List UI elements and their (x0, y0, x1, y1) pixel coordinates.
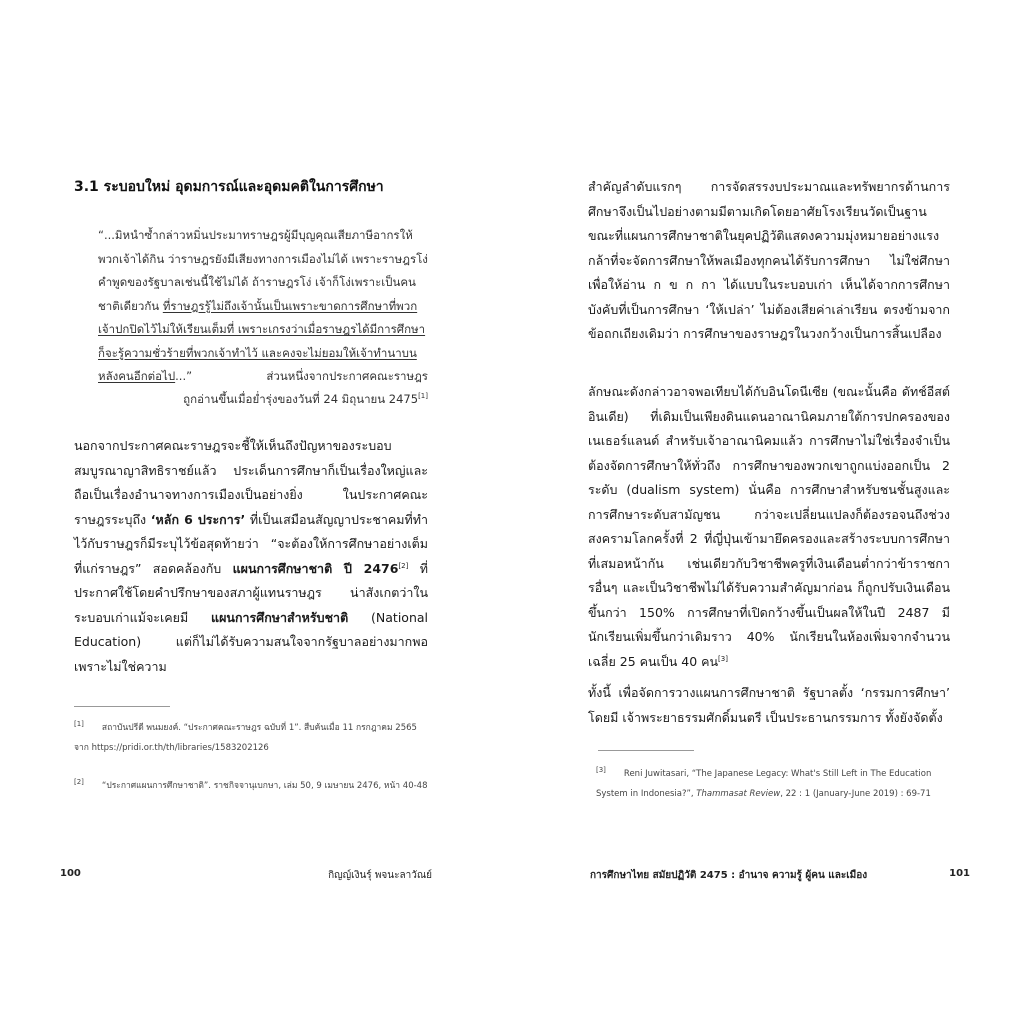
footnote-1-mark: [1] (74, 720, 84, 728)
body-bold-education-plan-2476: แผนการศึกษาชาติ ปี 2476 (232, 560, 399, 576)
footnotes-left (74, 714, 428, 810)
body-bold-six-principles: ‘หลัก 6 ประการ’ (150, 511, 246, 527)
footnote-2 (74, 772, 428, 796)
body-paragraph-right-2 (588, 380, 950, 674)
footnote-2-mark: [2] (74, 777, 84, 786)
body-paragraph-right-2-text: ลักษณะดังกล่าวอาจพอเทียบได้กับอินโดนีเซีย (ขณะนั้นคือ ดัทช์อีสต์อินเดีย) ที่เดิมเป็นเพียงดินแดนอาณานิคมภายใต้การปกครองของเนเธอร์แลนด์ สำหรับเจ้าอาณานิคมแล้ว การศึกษาไม่ใช่เรื่องจำเป็นต้องจัดการศึกษาให้ทั่วถึง การศึกษาของพวกเขาถูกแบ่งออกเป็น 2 ระดับ (dualism system) นั่นคือ การศึกษาสำหรับชนชั้นสูงและการศึกษาระดับสามัญชน กว่าจะเปลี่ยนแปลงก็ต้องรอจนถึงช่วงสงครามโลกครั้งที่ 2 ที่ญี่ปุ่นเข้ามายึดครองและสร้างระบบการศึกษาที่เสมอหน้ากัน เช่นเดียวกับวิชาชีพครูที่เงินเดือนต่ำกว่าข้าราชการอื่นๆ และเป็นวิชาชีพไม่ได้รับความสำคัญมาก่อน ก็ถูกปรับเงินเดือนขึ้นกว่า 150% การศึกษาที่เปิดกว้างขึ้นเป็นผลให้ในปี 2487 มีนักเรียนเพิ่มขึ้นกว่าเดิมราว 40% นักเรียนในห้องเพิ่มจากจำนวนเฉลี่ย 25 คนเป็น 40 คน (588, 384, 950, 669)
footnotes-right (596, 760, 951, 818)
body-paragraph-right-3: ทั้งนี้ เพื่อจัดการวางแผนการศึกษาชาติ รัฐบาลตั้ง ‘กรรมการศึกษา’ โดยมี เจ้าพระยาธรรมศักดิ์มนตรี เป็นประธานกรรมการ ทั้งยังจัดตั้ง (588, 685, 950, 725)
attribution-line-2-text: ถูกอ่านขึ้นเมื่อย่ำรุ่งของวันที่ 24 มิถุนายน 2475 (183, 392, 419, 406)
quote-text-end: ...” (175, 369, 193, 383)
footnote-ref-1[interactable]: [1] (418, 392, 428, 401)
footnote-3-text-start: Reni Juwitasari, “The Japanese Legacy: What's Still Left in The Education System in Indonesia?”, (596, 768, 932, 799)
body-paragraph-left (74, 434, 428, 679)
body-text-part-1: นอกจากประกาศคณะราษฎรจะชี้ให้เห็นถึงปัญหาของระบอบสมบูรณาญาสิทธิราชย์แล้ว ประเด็นการศึกษาก็เป็นเรื่องใหญ่และถือเป็นเรื่องอำนาจทางการเมืองเป็นอย่างยิ่ง ในประกาศคณะราษฎรระบุถึง (74, 438, 428, 527)
running-footer-book-title: การศึกษาไทย สมัยปฏิวัติ 2475 : อำนาจ ความรู้ ผู้คน และเมือง (590, 870, 868, 881)
footnote-ref-3[interactable]: [3] (718, 654, 728, 663)
body-text-part-3: ที่ประกาศใช้โดยคำปรึกษาของสภาผู้แทนราษฎร น่าสังเกตว่าในระบอบเก่าแม้จะเคยมี (74, 560, 428, 625)
footnote-3-journal: Thammasat Review (696, 788, 781, 799)
epigraph-quote (98, 224, 428, 389)
body-bold-national-education-plan: แผนการศึกษาสำหรับชาติ (211, 609, 349, 625)
footnote-1-text: สถาบันปรีดี พนมยงค์. “ประกาศคณะราษฎร ฉบับที่ 1”. สืบค้นเมื่อ 11 กรกฎาคม 2565 จาก https://pridi.or.th/th/libraries/1583202126 (74, 722, 417, 753)
attribution-line-1: ส่วนหนึ่งจากประกาศคณะราษฎร (266, 369, 428, 383)
right-page (512, 0, 1024, 1024)
footnote-1 (74, 714, 428, 758)
footnote-2-text: “ประกาศแผนการศึกษาชาติ”. ราชกิจจานุเบกษา, เล่ม 50, 9 เมษายน 2476, หน้า 40-48 (101, 780, 428, 791)
attribution-line-2 (108, 388, 428, 411)
body-text-part-2: ที่เป็นเสมือนสัญญาประชาคมที่ทำไว้กับราษฎรก็มีระบุไว้ข้อสุดท้ายว่า “จะต้องให้การศึกษาอย่างเต็มที่แก่ราษฎร” สอดคล้องกับ (74, 511, 429, 576)
footnote-ref-2[interactable]: [2] (398, 561, 409, 570)
footnote-3-text-end: , 22 : 1 (January-June 2019) : 69-71 (780, 788, 931, 799)
quote-text-start: “...มิหนำซ้ำกล่าวหมิ่นประมาทราษฎรผู้มีบุญคุณเสียภาษีอากรให้พวกเจ้าได้กิน ว่าราษฎรยังมีเสียงทางการเมืองไม่ได้ เพราะราษฎรโง่ คำพูดของรัฐบาลเช่นนี้ใช้ไม่ได้ ถ้าราษฎรโง่ เจ้าก็โง่เพราะเป็นคนชาติเดียวกัน (98, 228, 428, 313)
section-heading: 3.1 ระบอบใหม่ อุดมการณ์และอุดมคติในการศึกษา (74, 179, 384, 195)
page-number-right: 101 (949, 868, 970, 879)
footnote-divider-right (598, 750, 694, 751)
page-number-left: 100 (60, 868, 81, 879)
running-footer-author: กิญญ์เงินรุ์ พจนะลาวัณย์ (328, 870, 432, 881)
quote-attribution (108, 365, 428, 411)
quote-underlined-text: ที่ราษฎรรู้ไม่ถึงเจ้านั้นเป็นเพราะขาดการศึกษาที่พวกเจ้าปกปิดไว้ไม่ให้เรียนเต็มที่ เพราะเกรงว่าเมื่อราษฎรได้มีการศึกษา ก็จะรู้ความชั่วร้ายที่พวกเจ้าทำไว้ และคงจะไม่ยอมให้เจ้าทำนาบนหลังคนอีกต่อไป (98, 298, 426, 383)
body-paragraph-right-1: สำคัญลำดับแรกๆ การจัดสรรงบประมาณและทรัพยากรด้านการศึกษาจึงเป็นไปอย่างตามมีตามเกิดโดยอาศัยโรงเรียนวัดเป็นฐาน ขณะที่แผนการศึกษาชาติในยุคปฏิวัติแสดงความมุ่งหมายอย่างแรงกล้าที่จะจัดการศึกษาให้พลเมืองทุกคนได้รับการศึกษา ไม่ใช่ศึกษาเพื่อให้อ่าน ก ข ก กา ได้แบบในระบอบเก่า เห็นได้จากการศึกษาบังคับที่เป็นการศึกษา ‘ให้เปล่า’ ไม่ต้องเสียค่าเล่าเรียน ตรงข้ามจากข้อถกเถียงเดิมว่า การศึกษาของราษฎรในวงกว้างเป็นการสิ้นเปลือง (588, 179, 950, 341)
footnote-3-mark: [3] (596, 766, 606, 774)
footnote-3 (596, 760, 951, 804)
body-text-part-4: (National Education) แต่ก็ไม่ได้รับความสนใจจากรัฐบาลอย่างมากพอ เพราะไม่ใช่ความ (74, 609, 429, 674)
footnote-divider-left (74, 706, 170, 707)
